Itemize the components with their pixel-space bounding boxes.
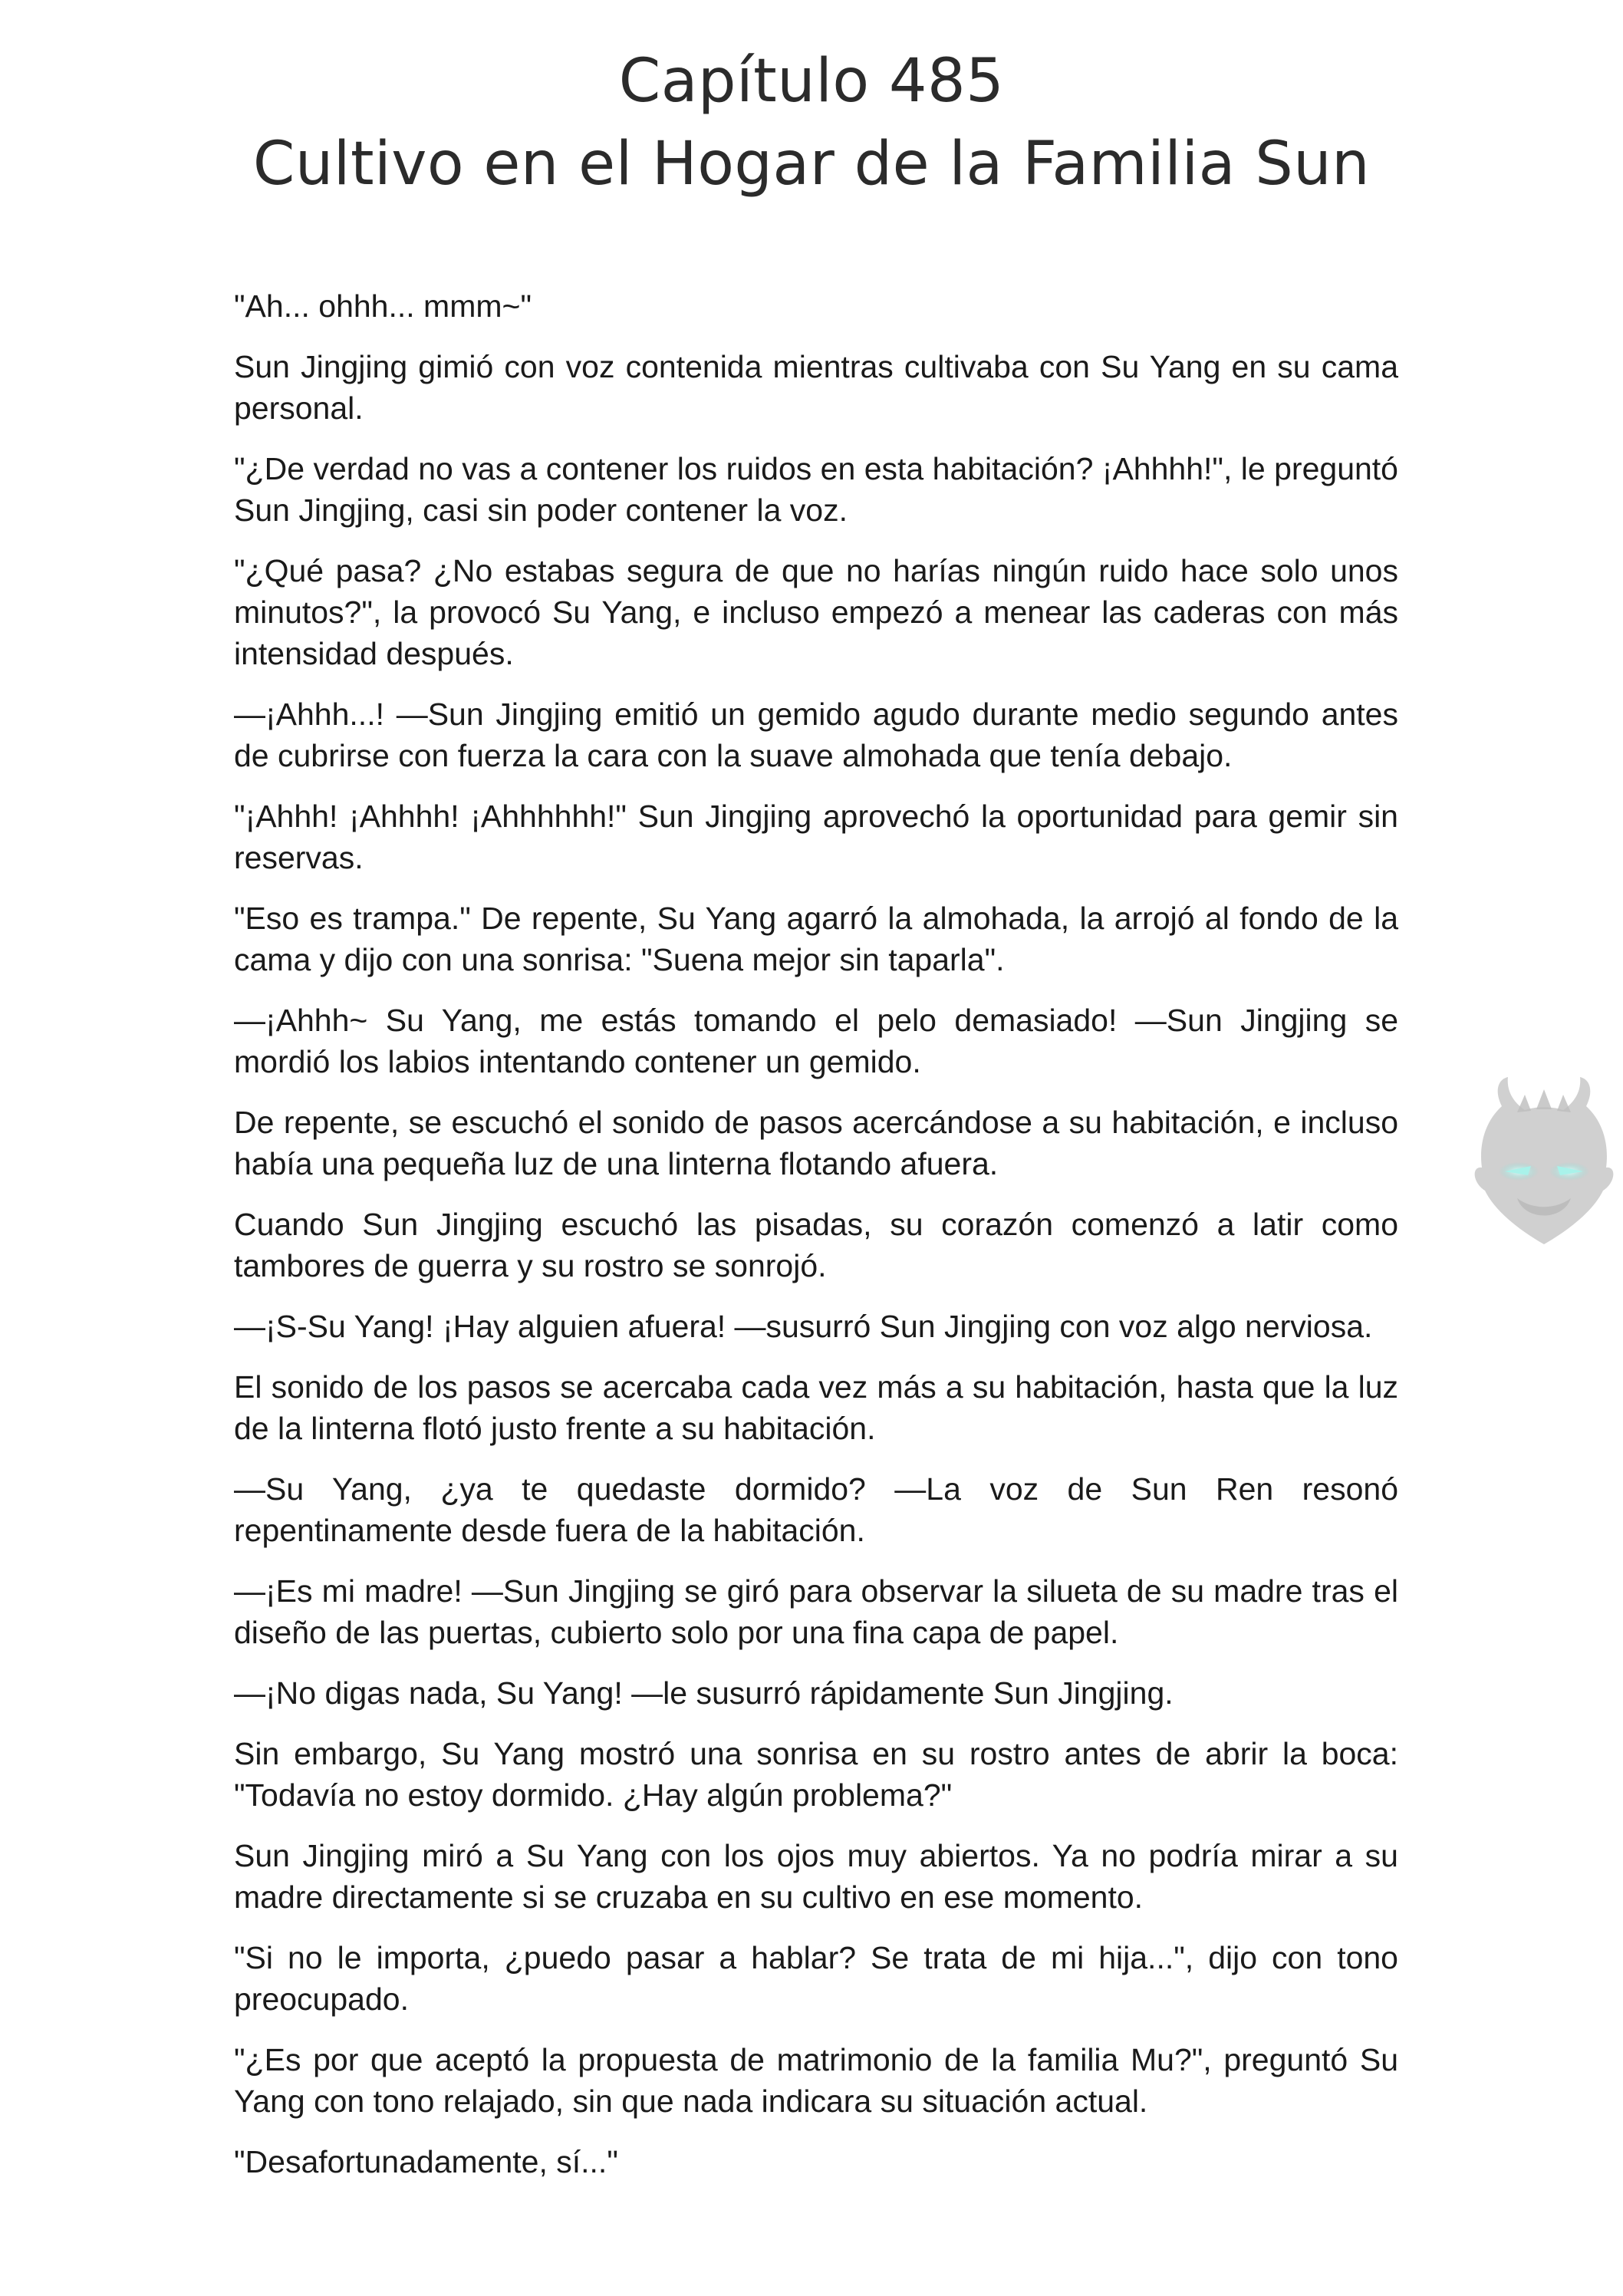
paragraph: "¿De verdad no vas a contener los ruidos en esta habitación? ¡Ahhhh!", le preguntó Sun Jingjing, casi sin poder contener la voz. <box>234 451 1398 528</box>
paragraph: De repente, se escuchó el sonido de pasos acercándose a su habitación, e incluso había una pequeña luz de una linterna flotando afuera. <box>234 1105 1398 1181</box>
paragraph: Cuando Sun Jingjing escuchó las pisadas, su corazón comenzó a latir como tambores de guerra y su rostro se sonrojó. <box>234 1207 1398 1283</box>
paragraph: —¡Ahhh~ Su Yang, me estás tomando el pelo demasiado! —Sun Jingjing se mordió los labios intentando contener un gemido. <box>234 1003 1398 1079</box>
paragraph: "¿Qué pasa? ¿No estabas segura de que no harías ningún ruido hace solo unos minutos?", la provocó Su Yang, e incluso empezó a menear las caderas con más intensidad después. <box>234 553 1398 671</box>
paragraph: —Su Yang, ¿ya te quedaste dormido? —La voz de Sun Ren resonó repentinamente desde fuera de la habitación. <box>234 1471 1398 1548</box>
chapter-title: Cultivo en el Hogar de la Familia Sun <box>252 130 1371 199</box>
paragraph: "Ah... ohhh... mmm~" <box>234 288 532 324</box>
paragraph: "¡Ahhh! ¡Ahhhh! ¡Ahhhhhh!" Sun Jingjing aprovechó la oportunidad para gemir sin reservas. <box>234 799 1398 875</box>
paragraph: "Desafortunadamente, sí..." <box>234 2144 618 2179</box>
paragraph: "Eso es trampa." De repente, Su Yang agarró la almohada, la arrojó al fondo de la cama y dijo con una sonrisa: "Suena mejor sin taparla". <box>234 901 1398 977</box>
paragraph: —¡S-Su Yang! ¡Hay alguien afuera! —susurró Sun Jingjing con voz algo nerviosa. <box>234 1309 1373 1344</box>
paragraph: "¿Es por que aceptó la propuesta de matrimonio de la familia Mu?", preguntó Su Yang con tono relajado, sin que nada indicara su situación actual. <box>234 2042 1398 2119</box>
paragraph: "Si no le importa, ¿puedo pasar a hablar? Se trata de mi hija...", dijo con tono preocupado. <box>234 1940 1398 2017</box>
paragraph: El sonido de los pasos se acercaba cada vez más a su habitación, hasta que la luz de la linterna flotó justo frente a su habitación. <box>234 1369 1398 1446</box>
paragraph: —¡Es mi madre! —Sun Jingjing se giró para observar la silueta de su madre tras el diseño de las puertas, cubierto solo por una fina capa de papel. <box>234 1573 1398 1650</box>
chapter-body <box>234 285 1398 2202</box>
paragraph: Sun Jingjing gimió con voz contenida mientras cultivaba con Su Yang en su cama personal. <box>234 349 1398 426</box>
paragraph: Sin embargo, Su Yang mostró una sonrisa en su rostro antes de abrir la boca: "Todavía no estoy dormido. ¿Hay algún problema?" <box>234 1736 1398 1813</box>
paragraph: Sun Jingjing miró a Su Yang con los ojos muy abiertos. Ya no podría mirar a su madre directamente si se cruzaba en su cultivo en ese momento. <box>234 1838 1398 1915</box>
horned-demon-head-icon <box>1471 1076 1617 1252</box>
paragraph: —¡Ahhh...! —Sun Jingjing emitió un gemido agudo durante medio segundo antes de cubrirse con fuerza la cara con la suave almohada que tenía debajo. <box>234 697 1398 773</box>
chapter-number: Capítulo 485 <box>618 47 1005 116</box>
paragraph: —¡No digas nada, Su Yang! —le susurró rápidamente Sun Jingjing. <box>234 1675 1174 1711</box>
chapter-header <box>0 40 1623 206</box>
